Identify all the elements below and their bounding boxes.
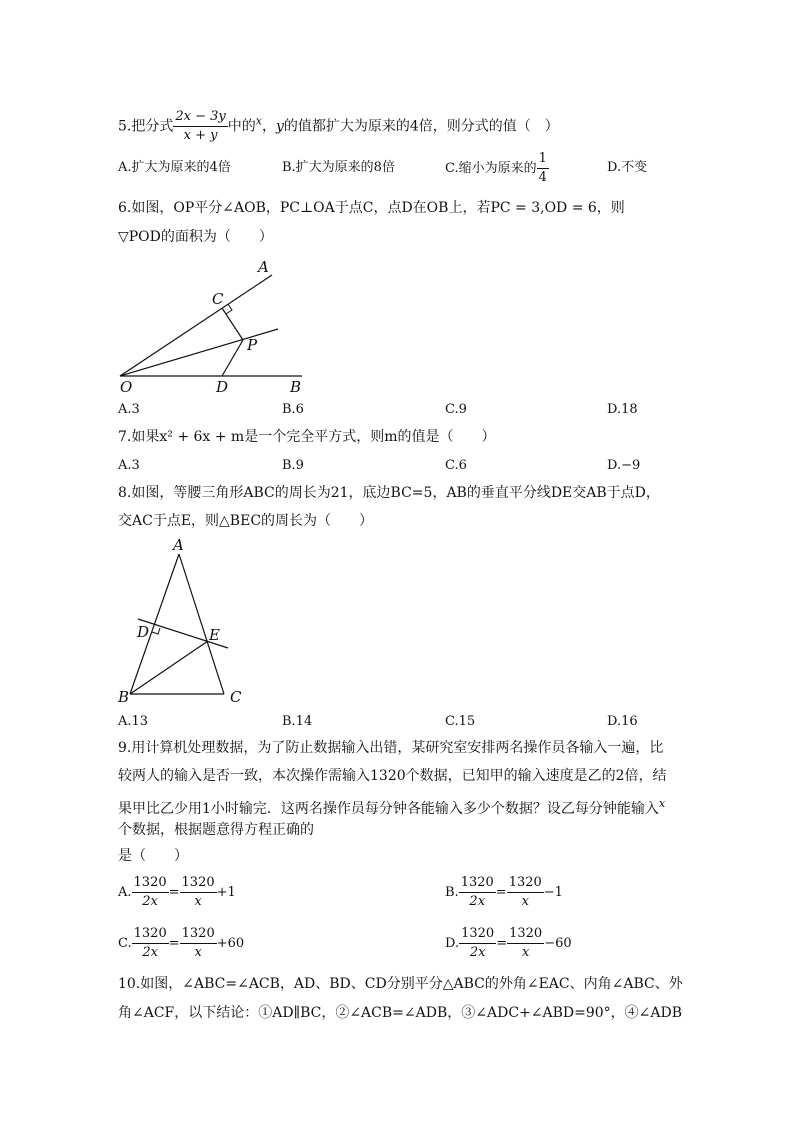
q5-option-c-den: 4	[538, 170, 547, 185]
q9-stem-line1: 9.用计算机处理数据，为了防止数据输入出错，某研究室安排两名操作员各输入一遍，比	[118, 740, 664, 756]
label-b: B	[118, 688, 130, 706]
q5-var-x: x	[255, 114, 262, 128]
q5-var-y: y	[275, 118, 284, 135]
q8-option-a[interactable]: A.13	[118, 714, 149, 729]
q9-option-d[interactable]	[445, 925, 572, 962]
q6-option-b[interactable]: B.6	[282, 402, 304, 417]
q10-stem-line1: 10.如图，∠ABC=∠ACB，AD、BD、CD分别平分△ABC的外角∠EAC、内角∠ABC、外	[118, 976, 683, 992]
q5-frac-denominator: x + y	[183, 128, 218, 143]
q9-option-c-right-fraction	[180, 925, 217, 962]
q9-option-a-label: A.	[118, 885, 132, 900]
equals-sign: =	[168, 936, 180, 951]
frac-den: x	[194, 945, 202, 960]
frac-den: 2x	[469, 894, 486, 909]
q9-option-c-left-fraction	[132, 925, 169, 962]
segment-be	[130, 641, 208, 694]
q9-var-x: x	[658, 797, 666, 810]
label-c: C	[212, 290, 224, 308]
frac-num: 1320	[459, 874, 496, 893]
equals-sign: =	[496, 936, 508, 951]
q7-option-b[interactable]: B.9	[282, 458, 304, 473]
q5-fraction	[173, 108, 227, 145]
q9-option-a-left-fraction	[132, 874, 169, 911]
q6-option-c[interactable]: C.9	[445, 402, 467, 417]
q5-option-d[interactable]: D.不变	[607, 160, 648, 175]
q7-stem: 7.如果x² + 6x + m是一个完全平方式，则m的值是（ ）	[118, 429, 496, 445]
q8-stem-line1: 8.如图，等腰三角形ABC的周长为21，底边BC=5，AB的垂直平分线DE交AB于点D，	[118, 485, 660, 501]
q9-option-b[interactable]	[445, 874, 563, 911]
frac-num: 1320	[507, 925, 544, 944]
q7-option-d[interactable]: D.−9	[607, 458, 641, 473]
q9-option-c-tail: +60	[216, 936, 245, 951]
q5-option-b[interactable]: B.扩大为原来的8倍	[282, 160, 395, 175]
ray-oa	[120, 275, 272, 376]
q9-option-a-right-fraction	[180, 874, 217, 911]
q5-option-c-fraction	[537, 150, 549, 187]
q6-stem-line2: ▽POD的面积为（ ）	[118, 229, 273, 245]
segment-pd	[222, 340, 243, 376]
q10-stem-line2: 角∠ACF，以下结论：①AD∥BC，②∠ACB=∠ADB，③∠ADC+∠ABD=90°，④∠ADB	[118, 1005, 683, 1021]
equals-sign: =	[495, 885, 507, 900]
q9-option-c-label: C.	[118, 936, 132, 951]
frac-num: 1320	[180, 925, 217, 944]
label-c: C	[230, 688, 242, 706]
frac-num: 1320	[132, 874, 169, 893]
frac-num: 1320	[180, 874, 217, 893]
q9-option-b-left-fraction	[459, 874, 496, 911]
q7-option-c[interactable]: C.6	[445, 458, 467, 473]
q9-option-b-right-fraction	[507, 874, 544, 911]
q7-option-a[interactable]: A.3	[118, 458, 140, 473]
frac-den: 2x	[142, 945, 158, 960]
q9-option-b-label: B.	[445, 885, 459, 900]
q6-stem-line1: 6.如图，OP平分∠AOB，PC⊥OA于点C，点D在OB上，若PC = 3,OD = 6，则	[118, 200, 625, 216]
frac-den: 2x	[469, 945, 486, 960]
q5-option-a[interactable]: A.扩大为原来的4倍	[118, 160, 231, 175]
side-ac	[179, 554, 224, 694]
q8-option-b[interactable]: B.14	[282, 714, 313, 729]
q5-stem	[118, 108, 559, 145]
frac-den: x	[521, 894, 529, 909]
q9-stem-line3	[118, 794, 665, 819]
q9-option-d-tail: −60	[544, 936, 572, 951]
q9-option-b-tail: −1	[543, 885, 563, 900]
label-a: A	[258, 258, 269, 276]
q8-triangle-figure	[112, 536, 252, 708]
q6-option-a[interactable]: A.3	[118, 402, 140, 417]
q9-option-a-tail: +1	[216, 885, 236, 900]
segment-pc	[222, 308, 243, 340]
label-d: D	[216, 378, 229, 396]
frac-den: 2x	[142, 894, 158, 909]
q9-option-d-right-fraction	[507, 925, 544, 962]
q5-suffix: 的值都扩大为原来的4倍，则分式的值（ ）	[283, 118, 559, 135]
q6-option-d[interactable]: D.18	[607, 402, 638, 417]
q9-stem-line3-text: 果甲比乙少用1小时输完．这两名操作员每分钟各能输入多少个数据？设乙每分钟能输入	[118, 801, 659, 817]
q5-option-c[interactable]	[445, 150, 549, 187]
q5-option-c-num: 1	[537, 150, 549, 169]
frac-num: 1320	[507, 874, 544, 893]
frac-num: 1320	[459, 925, 496, 944]
q8-option-d[interactable]: D.16	[607, 714, 638, 729]
q5-option-c-text: C.缩小为原来的	[445, 161, 537, 176]
label-a: A	[173, 536, 184, 554]
q9-option-d-label: D.	[445, 936, 460, 951]
label-b: B	[290, 378, 302, 396]
q5-frac-numerator: 2x − 3y	[173, 108, 227, 127]
q5-mid: 中的	[227, 118, 256, 135]
q9-stem-line5: 是（ ）	[118, 848, 188, 864]
label-o: O	[120, 378, 133, 396]
equals-sign: =	[168, 885, 180, 900]
q8-stem-line2: 交AC于点E，则△BEC的周长为（ ）	[118, 513, 374, 529]
q8-option-c[interactable]: C.15	[445, 714, 476, 729]
label-d: D	[137, 623, 150, 641]
q9-option-c[interactable]	[118, 925, 244, 962]
label-p: P	[247, 336, 258, 354]
q9-option-a[interactable]	[118, 874, 236, 911]
q5-comma: ，	[261, 118, 276, 135]
q9-stem-line2: 较两人的输入是否一致，本次操作需输入1320个数据，已知甲的输入速度是乙的2倍，结	[118, 768, 667, 784]
frac-den: x	[521, 945, 530, 960]
frac-num: 1320	[132, 925, 169, 944]
q9-stem-line4: 个数据，根据题意得方程正确的	[118, 822, 314, 838]
q9-option-d-left-fraction	[459, 925, 496, 962]
q6-angle-figure	[110, 252, 320, 400]
q5-prefix: 5.把分式	[118, 118, 174, 135]
label-e: E	[209, 626, 220, 644]
frac-den: x	[194, 894, 202, 909]
